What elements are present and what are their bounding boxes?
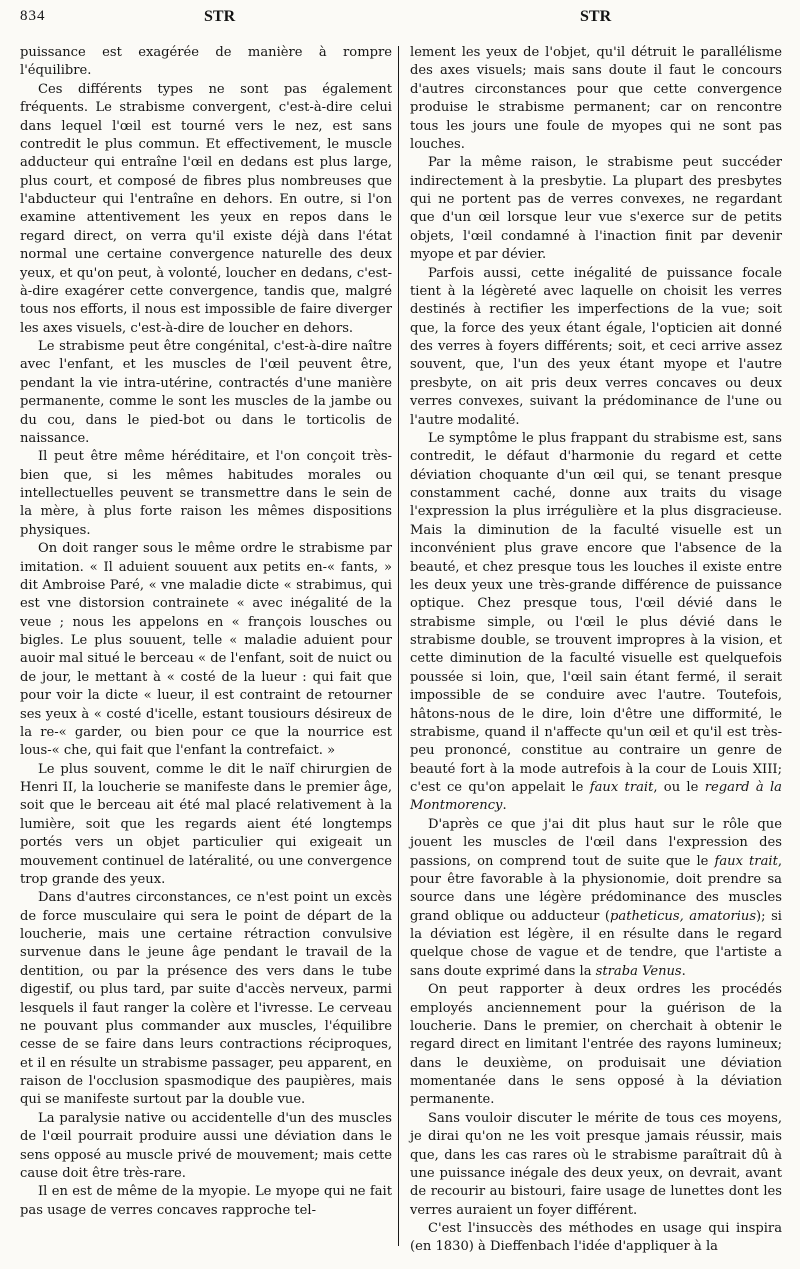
- paragraph: Le strabisme peut être congénital, c'est-à-dire naître avec l'enfant, et les muscles de l'œil peuvent être, pendant la vie intra-utérine, contractés d'une manière permanente, comme le sont les muscles de la jambe ou du cou, dans le pied-bot ou dans le torticolis de naissance.: [20, 339, 392, 446]
- text-run: .: [502, 798, 507, 814]
- paragraph: On peut rapporter à deux ordres les procédés employés anciennement pour la guérison de la loucherie. Dans le premier, on cherchait à obtenir le regard direct en limitant l'entrée des rayons lumineux; dans le deuxième, on produisait une déviation momentanée dans le sens opposé à la déviation permanente.: [410, 982, 782, 1108]
- paragraph: Ces différents types ne sont pas également fréquents. Le strabisme convergent, c'est-à-dire celui dans lequel l'œil est tourné vers le nez, est sans contredit le plus commun. Et effectivement, le muscle adducteur qui entraîne l'œil en dedans est plus large, plus court, et composé de fibres plus nombreuses que l'abducteur qui l'entraîne en dehors. En outre, si l'on examine attentivement les yeux en repos dans le regard direct, on verra qu'il existe déjà dans l'état normal une certaine convergence naturelle des deux yeux, et qu'on peut, à volonté, loucher en dedans, c'est-à-dire exagérer cette convergence, tandis que, malgré tous nos efforts, il nous est impossible de faire diverger les axes visuels, c'est-à-dire de loucher en dehors.: [20, 81, 392, 336]
- text-run: .: [681, 963, 686, 979]
- paragraph: Il peut être même héréditaire, et l'on conçoit très-bien que, si les mêmes habitudes morales ou intellectuelles peuvent se transmettre dans le sein de la mère, à plus forte raison les mêmes dispositions physiques.: [20, 449, 392, 538]
- italic-term: faux trait: [589, 780, 654, 795]
- text-run: Le symptôme le plus frappant du strabisme est, sans contredit, le défaut d'harmonie du regard et cette déviation choquante d'un œil qui, se tenant presque constamment caché, donne aux traits du visage l'expression la plus irrégulière et la plus disgracieuse. Mais la diminution de la faculté visuelle est un inconvénient plus grave encore que l'absence de la beauté, et chez presque tous les louches il existe entre les deux yeux une très-grande différence de puissance optique. Chez presque tous, l'œil dévié dans le strabisme simple, ou l'œil le plus dévié dans le strabisme double, se trouvent impropres à la vision, et cette diminution de la faculté visuelle est quelquefois poussée si loin, que, l'œil sain étant fermé, il serait impossible de se conduire avec l'autre. Toutefois, hâtons-nous de le dire, loin d'être une difformité, le strabisme, quand il n'affecte qu'un œil et qu'il est très-peu prononcé, constitue au contraire un genre de beauté fort à la mode autrefois à la cour de Louis XIII; c'est ce qu'on appelait le: [410, 430, 782, 795]
- paragraph: Dans d'autres circonstances, ce n'est point un excès de force musculaire qui sera le point de départ de la loucherie, mais une certaine rétraction convulsive survenue dans le jeune âge pendant le travail de la dentition, ou par la présence des vers dans le tube digestif, ou plus tard, par suite d'accès nerveux, parmi lesquels il faut ranger la colère et l'ivresse. Le cerveau ne pouvant plus commander aux muscles, l'équilibre cesse de se faire dans leurs contractions réciproques, et il en résulte un strabisme passager, peu apparent, en raison de l'occlusion spasmodique des paupières, mais qui se manifeste surtout par la double vue.: [20, 890, 392, 1108]
- page-number: 834: [20, 8, 46, 24]
- italic-term: faux trait: [714, 853, 778, 869]
- paragraph: C'est l'insuccès des méthodes en usage qui inspira (en 1830) à Dieffenbach l'idée d'appliquer à la: [410, 1221, 782, 1255]
- text-run: , ou le: [653, 780, 699, 795]
- paragraph: La paralysie native ou accidentelle d'un des muscles de l'œil pourrait produire aussi une déviation dans le sens opposé au muscle privé de mouvement; mais cette cause doit être très-rare.: [20, 1110, 392, 1181]
- column-divider: [398, 46, 399, 1246]
- paragraph: puissance est exagérée de manière à rompre l'équilibre.: [20, 45, 392, 79]
- paragraph: lement les yeux de l'objet, qu'il détruit le parallélisme des axes visuels; mais sans doute il faut le concours d'autres circonstances pour que cette convergence produise le strabisme permanent; car on rencontre tous les jours une foule de myopes qui ne sont pas louches.: [410, 45, 782, 152]
- paragraph: Il en est de même de la myopie. Le myope qui ne fait pas usage de verres concaves rapproche tel-: [20, 1184, 392, 1218]
- running-head-right: STR: [580, 8, 612, 25]
- paragraph: Le plus souvent, comme le dit le naïf chirurgien de Henri II, la loucherie se manifeste dans le premier âge, soit que le berceau ait été mal placé relativement à la lumière, soit que les regards aient été longtemps portés vers un objet particulier qui exigeait un mouvement continuel de latéralité, ou une convergence trop grande des yeux.: [20, 761, 392, 887]
- right-column: [410, 44, 782, 1257]
- paragraph: [410, 816, 782, 981]
- text-run: D'après ce que j'ai dit plus haut sur le rôle que jouent les muscles de l'œil dans l'expression des passions, on comprend tout de suite que le: [410, 816, 782, 869]
- paragraph: Par la même raison, le strabisme peut succéder indirectement à la presbytie. La plupart des presbytes qui ne portent pas de verres convexes, ne regardant que d'un œil lorsque leur vue s'exerce sur de petits objets, l'œil condamné à l'inaction finit par devenir myope et par dévier.: [410, 155, 782, 263]
- italic-term: regard à la Montmorency: [410, 780, 782, 814]
- text-run: , pour être favorable à la physionomie, doit prendre sa source dans une légère prédominance des muscles grand oblique ou adducteur (: [410, 853, 782, 924]
- paragraph: Sans vouloir discuter le mérite de tous ces moyens, je dirai qu'on ne les voit presque jamais réussir, mais que, dans les cas rares où le strabisme paraîtrait dû à une puissance inégale des deux yeux, on devrait, avant de recourir au bistouri, faire usage de lunettes dont les verres auraient un foyer différent.: [410, 1110, 782, 1218]
- italic-term: straba Venus: [595, 963, 682, 979]
- running-head-left: STR: [204, 8, 236, 25]
- paragraph: [410, 430, 782, 816]
- paragraph-quote: On doit ranger sous le même ordre le strabisme par imitation. « Il aduient souuent aux petits en-« fants, » dit Ambroise Paré, « vne maladie dicte « strabimus, qui est vne distorsion contrainete « avec inégalité de la veue ; nous les appelons en « françois lousches ou bigles. Le plus souuent, telle « maladie aduient pour auoir mal situé le berceau « de l'enfant, soit de nuict ou de jour, le mettant à « costé de la lueur : qui fait que pour voir la dicte « lueur, il est contraint de retourner ses yeux à « costé d'icelle, estant tousiours désireux de la re-« garder, ou bien pour ce que la nourrice est lous-« che, qui fait que l'enfant la contrefaict. »: [20, 541, 392, 759]
- page-header: [0, 8, 800, 34]
- left-column: [20, 44, 392, 1220]
- italic-term: patheticus, amatorius: [610, 908, 757, 924]
- paragraph: Parfois aussi, cette inégalité de puissance focale tient à la légèreté avec laquelle on choisit les verres destinés à rectifier les imperfections de la vue; soit que, la force des yeux étant égale, l'opticien ait donné des verres à foyers différents; soit, et ceci arrive assez souvent, que, l'un des yeux étant myope et l'autre presbyte, on ait pris deux verres concaves ou deux verres convexes, suivant la prédominance de l'une ou l'autre modalité.: [410, 265, 782, 428]
- text-run: ); si la déviation est légère, il en résulte dans le regard quelque chose de vague et de tendre, que l'artiste a sans doute exprimé dans la: [410, 908, 782, 979]
